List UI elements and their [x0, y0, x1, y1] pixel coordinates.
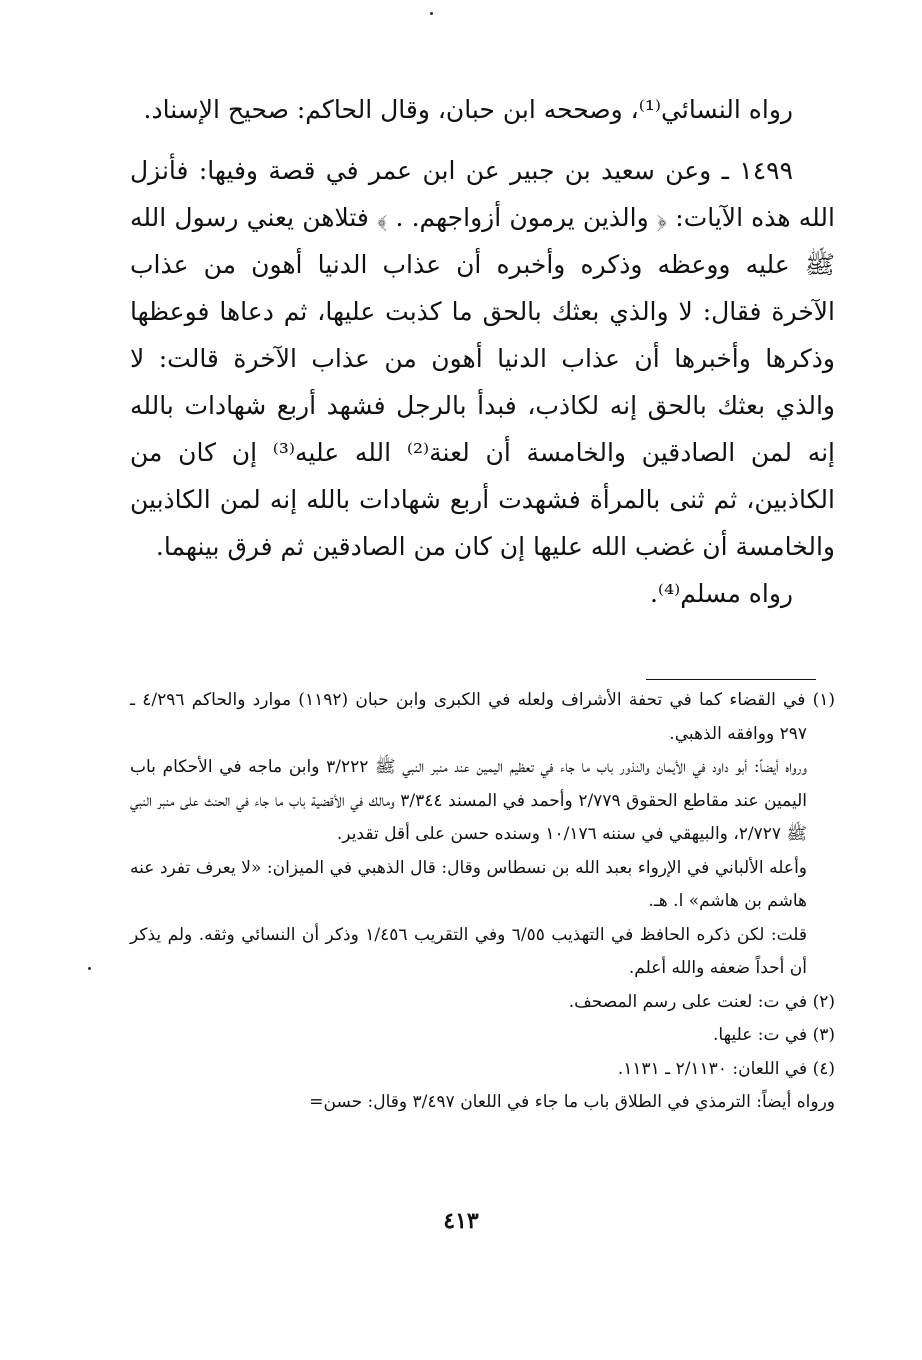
scan-speck — [430, 12, 433, 15]
footnote-2: (٢) في ت: لعنت على رسم المصحف. — [568, 991, 835, 1012]
footnote-1-continuation-b: وأعله الألباني في الإرواء بعبد الله بن نسطاس وقال: قال الذهبي في الميزان: «لا يعرف تفرد عنه هاشم بن هاشم» ا. هـ. — [130, 857, 807, 911]
footnote-4: (٤) في اللعان: ٢/١١٣٠ ـ ١١٣١. — [617, 1058, 835, 1079]
footnote-1-continuation-a: ورواه أيضاً: أبو داود في الأيمان والنذور باب ما جاء في تعظيم اليمين عند منبر النبي ﷺ ٣/٢٢٢ وابن ماجه في الأحكام باب اليمين عند مقاطع الحقوق ٢/٧٧٩ وأحمد في المسند ٣/٣٤٤ ومالك في الأقضية باب ما جاء في الحنث على منبر النبي ﷺ ٢/٧٢٧، والبيهقي في سننه ١٠/١٧٦ وسنده حسن على أقل تقدير. — [130, 757, 807, 844]
paragraph-narration-2: رواه مسلم⁽⁴⁾. — [649, 579, 793, 608]
footnote-1: (١) في القضاء كما في تحفة الأشراف ولعله في الكبرى وابن حبان (١١٩٢) موارد والحاكم ٤/٢٩٦ ـ ٢٩٧ ووافقه الذهبي. — [130, 690, 835, 744]
footnote-separator — [646, 679, 816, 680]
paragraph-hadith-1499: ١٤٩٩ ـ وعن سعيد بن جبير عن ابن عمر في قصة وفيها: فأنزل الله هذه الآيات: ﴿ والذين يرمون أزواجهم. . ﴾ فتلاهن يعني رسول الله ﷺ عليه ووعظه وذكره وأخبره أن عذاب الدنيا أهون من عذاب الآخرة فقال: لا والذي بعثك بالحق ما كذبت عليها، ثم دعاها فوعظها وذكرها وأخبرها أن عذاب الدنيا أهون من عذاب الآخرة قالت: لا والذي بعثك بالحق إنه لكاذب، فبدأ بالرجل فشهد أربع شهادات بالله إنه لمن الصادقين والخامسة أن لعنة⁽²⁾ الله عليه⁽³⁾ إن كان من الكاذبين، ثم ثنى بالمرأة فشهدت أربع شهادات بالله إنه لمن الكاذبين والخامسة أن غضب الله عليها إن كان من الصادقين ثم فرق بينهما. — [130, 156, 835, 561]
footnotes — [130, 684, 835, 1120]
footnote-3: (٣) في ت: عليها. — [713, 1025, 835, 1045]
footnote-1-continuation-c: قلت: لكن ذكره الحافظ في التهذيب ٦/٥٥ وفي التقريب ١/٤٥٦ وذكر أن النسائي وثقه. ولم يذكر أن أحداً ضعفه والله أعلم. — [130, 924, 808, 978]
main-text — [130, 86, 835, 617]
scan-speck — [88, 967, 91, 970]
paragraph-narration-1: رواه النسائي⁽¹⁾، وصححه ابن حبان، وقال الحاكم: صحيح الإسناد. — [143, 95, 793, 124]
page-number: ٤١٣ — [443, 1208, 479, 1234]
footnote-4-continuation: ورواه أيضاً: الترمذي في الطلاق باب ما جاء في اللعان ٣/٤٩٧ وقال: حسن= — [309, 1092, 835, 1112]
